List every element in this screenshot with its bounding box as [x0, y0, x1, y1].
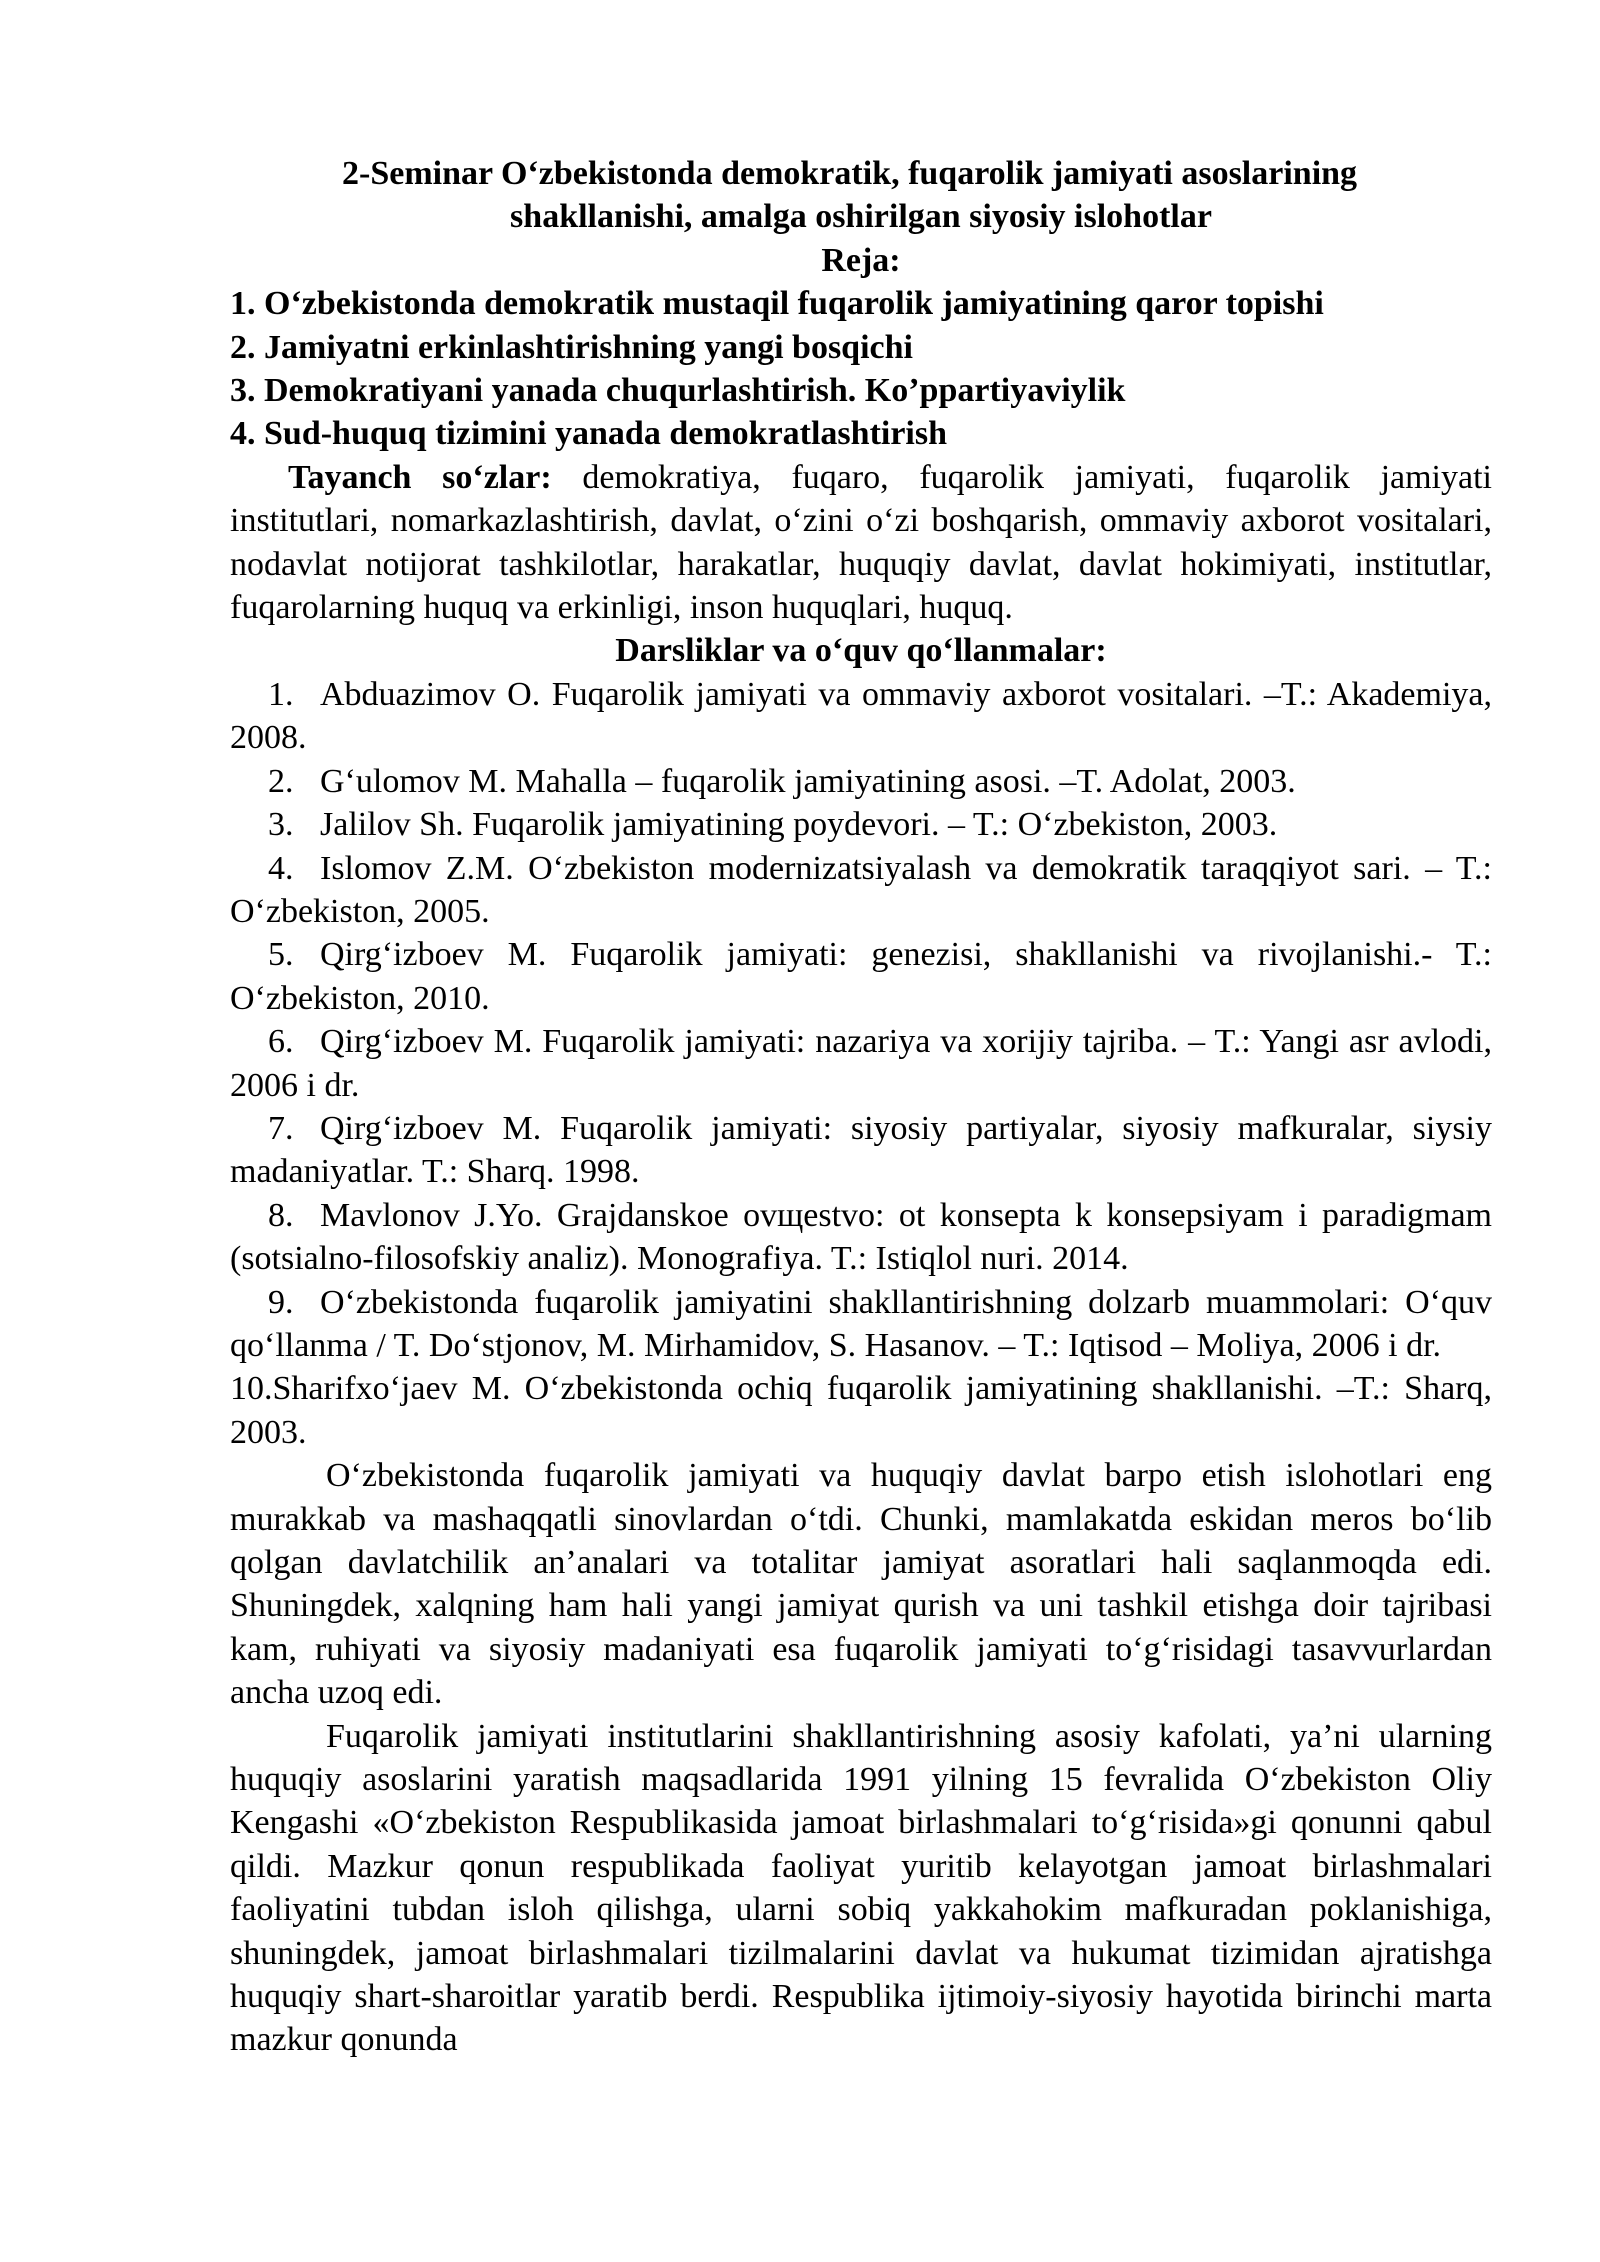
reference-item	[230, 847, 1492, 934]
reference-item	[230, 1020, 1492, 1107]
reference-text: O‘zbekistonda fuqarolik jamiyatini shakllantirishning dolzarb muammolari: O‘quv qo‘llanma / T. Do‘stjonov, M. Mirhamidov, S. Hasanov. – T.: Iqtisod – Moliya, 2006 i dr.	[230, 1283, 1492, 1364]
keywords-text: demokratiya, fuqaro, fuqarolik jamiyati, fuqarolik jamiyati institutlari, nomarkazlashtirish, davlat, o‘zini o‘zi boshqarish, ommaviy axborot vositalari, nodavlat notijorat tashkilotlar, harakatlar, huquqiy davlat, davlat hokimiyati, institutlar, fuqarolarning huquq va erkinligi, inson huquqlari, huquq.	[230, 458, 1492, 627]
body-paragraph: O‘zbekistonda fuqarolik jamiyati va huquqiy davlat barpo etish islohotlari eng murakkab va mashaqqatli sinovlardan o‘tdi. Chunki, mamlakatda eskidan meros bo‘lib qolgan davlatchilik an’analari va totalitar jamiyat asoratlari hali saqlanmoqda edi. Shuningdek, xalqning ham hali yangi jamiyat qurish va uni tashkil etishga doir tajribasi kam, ruhiyati va siyosiy madaniyati esa fuqarolik jamiyati to‘g‘risidagi tasavvurlardan ancha uzoq edi.	[230, 1457, 1492, 1712]
reference-text: Qirg‘izboev M. Fuqarolik jamiyati: nazariya va xorijiy tajriba. – T.: Yangi asr avlodi, 2006 i dr.	[230, 1023, 1492, 1104]
reference-text: G‘ulomov M. Mahalla – fuqarolik jamiyatining asosi. –T. Adolat, 2003.	[320, 762, 1296, 800]
references-heading: Darsliklar va o‘quv qo‘llanmalar:	[615, 632, 1107, 670]
document-content	[230, 152, 1492, 2062]
reference-number: 4.	[268, 849, 294, 887]
plan-item: 4. Sud-huquq tizimini yanada demokratlashtirish	[230, 415, 948, 453]
reference-item	[230, 673, 1492, 760]
reference-number: 1.	[268, 675, 294, 713]
reference-number: 3.	[268, 806, 294, 844]
body-paragraph: Fuqarolik jamiyati institutlarini shakllantirishning asosiy kafolati, ya’ni ularning huquqiy asoslarini yaratish maqsadlarida 1991 yilning 15 fevralida O‘zbekiston Oliy Kengashi «O‘zbekiston Respublikasida jamoat birlashmalari to‘g‘risida»gi qonunni qabul qildi. Mazkur qonun respublikada faoliyat yuritib kelayotgan jamoat birlashmalari faoliyatini tubdan isloh qilishga, ularni sobiq yakkahokim mafkuradan poklanishiga, shuningdek, jamoat birlashmalari tizilmalarini davlat va hukumat tizimidan ajratishga huquqiy shart-sharoitlar yaratib berdi. Respublika ijtimoiy-siyosiy hayotida birinchi marta mazkur qonunda	[230, 1717, 1492, 2059]
reference-text: Qirg‘izboev M. Fuqarolik jamiyati: siyosiy partiyalar, siyosiy mafkuralar, siysiy madaniyatlar. T.: Sharq. 1998.	[230, 1109, 1492, 1191]
seminar-title-line-1: 2-Seminar O‘zbekistonda demokratik, fuqarolik jamiyati asoslarining	[342, 155, 1358, 192]
reference-item-10: 10.Sharifxo‘jaev M. O‘zbekistonda ochiq fuqarolik jamiyatining shakllanishi. –T.: Sharq, 2003.	[230, 1370, 1492, 1451]
plan-heading: Reja:	[821, 241, 901, 279]
reference-text: Islomov Z.M. O‘zbekiston modernizatsiyalash va demokratik taraqqiyot sari. – T.: O‘zbekiston, 2005.	[230, 849, 1492, 930]
reference-item	[230, 1194, 1492, 1281]
seminar-title-line-2: shakllanishi, amalga oshirilgan siyosiy islohotlar	[510, 198, 1212, 236]
reference-number: 5.	[268, 936, 294, 974]
reference-item	[230, 933, 1492, 1020]
reference-item	[230, 760, 1492, 803]
reference-number: 6.	[268, 1023, 294, 1061]
reference-item	[230, 803, 1492, 846]
reference-item	[230, 1281, 1492, 1368]
reference-text: Abduazimov O. Fuqarolik jamiyati va ommaviy axborot vositalari. –T.: Akademiya, 2008.	[230, 675, 1492, 757]
plan-item: 2. Jamiyatni erkinlashtirishning yangi bosqichi	[230, 328, 913, 366]
reference-number: 9.	[268, 1283, 294, 1321]
reference-number: 7.	[268, 1109, 294, 1147]
reference-text: Qirg‘izboev M. Fuqarolik jamiyati: genezisi, shakllanishi va rivojlanishi.- T.: O‘zbekiston, 2010.	[230, 936, 1492, 1017]
plan-item: 1. O‘zbekistonda demokratik mustaqil fuqarolik jamiyatining qaror topishi	[230, 285, 1324, 323]
plan-item: 3. Demokratiyani yanada chuqurlashtirish. Ko’ppartiyaviylik	[230, 372, 1126, 410]
keywords-paragraph	[230, 456, 1492, 630]
reference-number: 2.	[268, 762, 294, 800]
reference-text: Jalilov Sh. Fuqarolik jamiyatining poydevori. – T.: O‘zbekiston, 2003.	[320, 806, 1278, 844]
reference-text: Mavlonov J.Yo. Grajdanskoe ovщestvo: ot konsepta k konsepsiyam i paradigmam (sotsialno-filosofskiy analiz). Monografiya. T.: Istiqlol nuri. 2014.	[230, 1196, 1492, 1278]
reference-item	[230, 1107, 1492, 1194]
keywords-label: Tayanch so‘zlar:	[288, 458, 552, 496]
reference-number: 8.	[268, 1196, 294, 1234]
